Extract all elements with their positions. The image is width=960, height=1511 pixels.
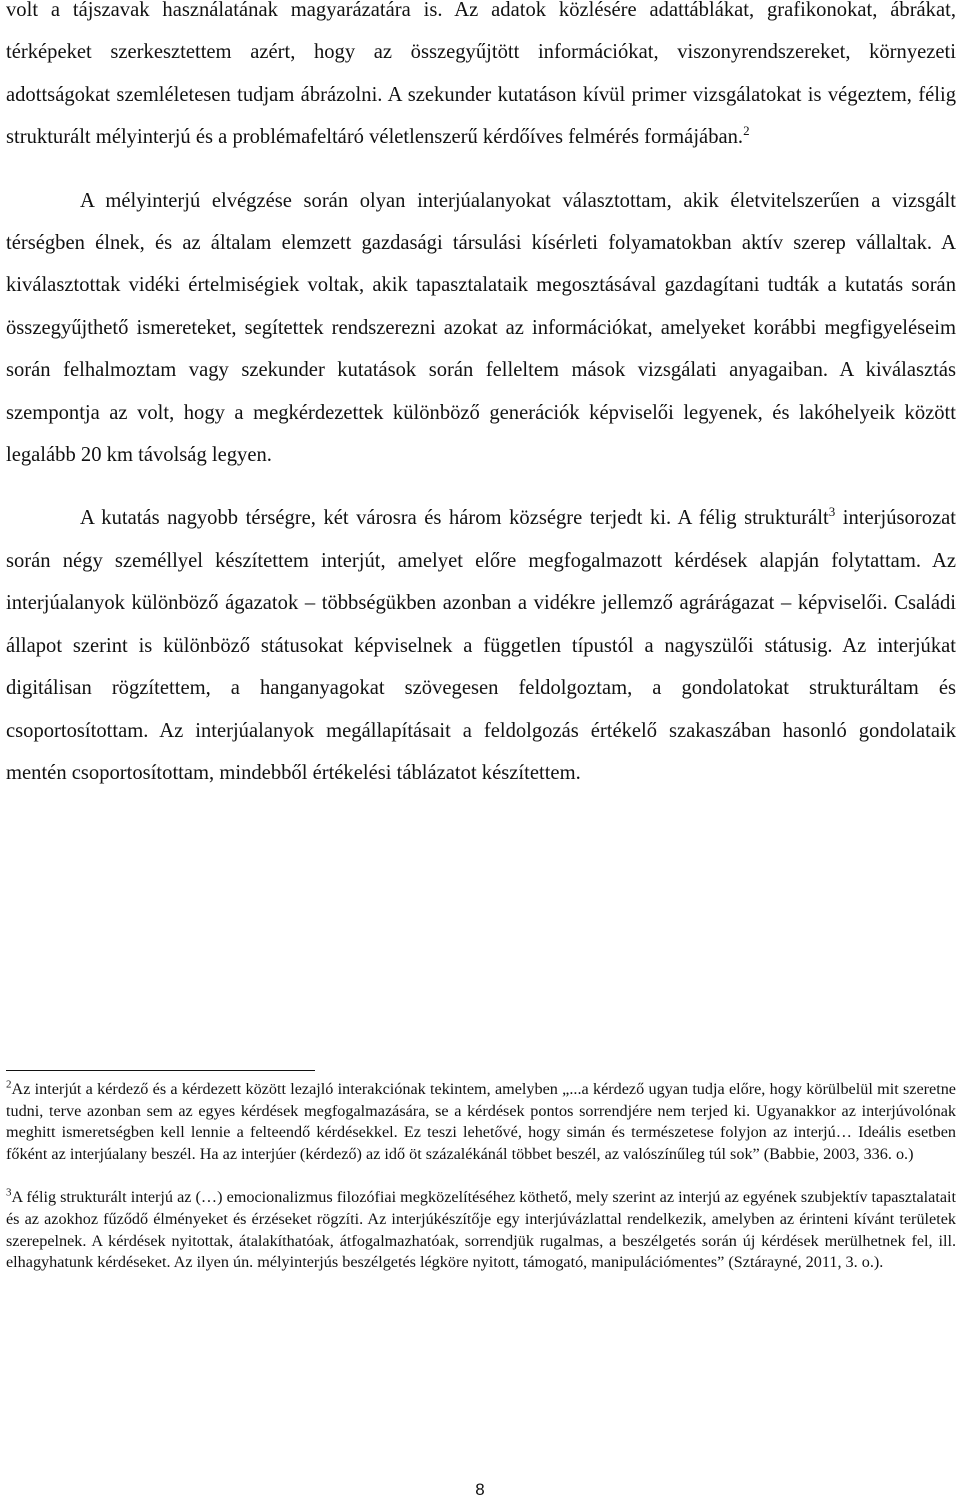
paragraph-2: [6, 180, 956, 477]
footnote-ref-2[interactable]: 2: [743, 123, 750, 139]
paragraph-1: [6, 0, 956, 159]
paragraph-1-text: volt a tájszavak használatának magyarázatára is. Az adatok közlésére adattáblákat, grafikonokat, ábrákat, térképeket szerkesztettem azért, hogy az összegyűjtött információkat, viszonyrendszereket, környezeti adottságokat szemléletesen tudjam ábrázolni. A szekunder kutatáson kívül primer vizsgálatokat is végeztem, félig strukturált mélyinterjú és a problémafeltáró véletlenszerű kérdőíves felmérés formájában.: [6, 0, 956, 149]
paragraph-3-text-after-ref: interjúsorozat során négy személlyel készítettem interjút, amelyet előre megfogalmazott kérdések alapján folytattam. Az interjúalanyok különböző ágazatok – többségükben azonban a vidékre jellemző agrárágazat – képviselői. Családi állapot szerint is különböző státusokat képviselnek a független típustól a nagyszülői státusig. Az interjúkat digitálisan rögzítettem, a hanganyagokat szövegesen feldolgoztam, a gondolatokat strukturáltam és csoportosítottam. Az interjúalanyok megállapításait a feldolgozás értékelő szakaszában hasonló gondolataik mentén csoportosítottam, mindebből értékelési táblázatot készítettem.: [6, 507, 956, 784]
document-page: [6, 0, 956, 794]
footnote-2: [6, 1079, 956, 1165]
page-number: 8: [475, 1480, 485, 1499]
footnote-3: [6, 1187, 956, 1273]
footnote-2-text: Az interjút a kérdező és a kérdezett között lezajló interakciónak tekintem, amelyben „...a kérdező ugyan tudja előre, hogy körülbelül mit szeretne tudni, terve azonban sem az egyes kérdések megfogalmazására, se a kérdések pontos sorrendjére nem terjed ki. Ugyanakkor az interjúvolónak meghitt ismeretségben kell lennie a felteendő kérdésekkel. Ez teszi lehetővé, hogy simán és természetese folyjon az interjú… Ideális esetben főként az interjúalany beszél. Ha az interjúer (kérdező) az idő öt százalékánál többet beszél, az valószínűleg túl sok” (Babbie, 2003, 336. o.): [6, 1080, 956, 1163]
paragraph-3-text-before-ref: A kutatás nagyobb térségre, két városra és három községre terjedt ki. A félig strukturált: [80, 507, 829, 530]
footnotes: [6, 1079, 956, 1274]
body-text: [6, 0, 956, 794]
paragraph-3: [6, 497, 956, 794]
footnote-3-number: 3: [6, 1186, 12, 1199]
footnote-2-number: 2: [6, 1078, 12, 1091]
footnote-ref-3[interactable]: 3: [828, 504, 836, 520]
paragraph-2-text: A mélyinterjú elvégzése során olyan interjúalanyokat választottam, akik életvitelszerűen a vizsgált térségben élnek, és az általam elemzett gazdasági társulási kísérleti folyamatokban aktív szerep vállaltak. A kiválasztottak vidéki értelmiségiek voltak, akik tapasztalataik megosztásával gazdagítani tudták a kutatás során összegyűjthető ismereteket, segítettek rendszerezni azokat az információkat, amelyeket korábbi megfigyeléseim során felhalmoztam vagy szekunder kutatások során felleltem mások vizsgálati anyagaiban. A kiválasztás szempontja az volt, hogy a megkérdezettek különböző generációk képviselői legyenek, és lakóhelyeik között legalább 20 km távolság legyen.: [6, 189, 956, 467]
footnote-3-text: A félig strukturált interjú az (…) emocionalizmus filozófiai megközelítéséhez köthető, mely szerint az interjú az egyének szubjektív tapasztalatait és az azokhoz fűződő élményeket és érzéseket rögzíti. Az interjúkészítője egy interjúvázlattal rendelkezik, amelyben az érinteni kívánt területek szerepelnek. A kérdések nyitottak, átalakíthatóak, átfogalmazhatóak, sorrendjük rugalmas, a beszélgetés során új kérdések merülhetnek fel, ill. elhagyhatunk kérdéseket. Az ilyen ún. mélyinterjús beszélgetés légköre nyitott, támogató, manipulációmentes” (Sztárayné, 2011, 3. o.).: [6, 1188, 956, 1272]
footnote-separator: [6, 1070, 315, 1071]
